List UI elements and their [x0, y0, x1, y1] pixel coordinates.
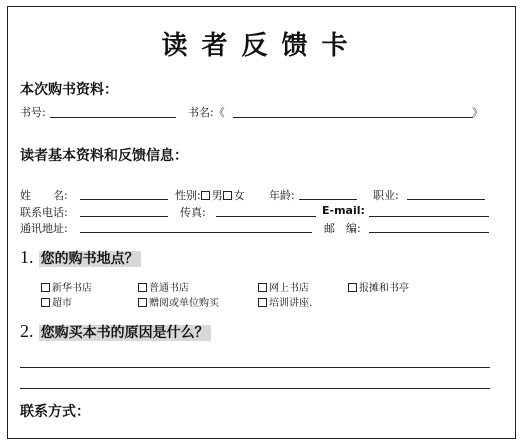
age-field[interactable]: [299, 199, 357, 200]
phone-label: 联系电话:: [20, 206, 68, 219]
option-ordinary-bookstore[interactable]: [138, 279, 189, 294]
question-1-text: 您的购书地点？: [40, 251, 139, 267]
question-1-number: 1.: [20, 247, 34, 267]
male-label: 男: [211, 189, 223, 202]
question-2-text: 您购买本书的原因是什么？: [40, 325, 209, 341]
option-checkbox[interactable]: [138, 283, 147, 292]
option-label: 报摊和书亭: [359, 283, 409, 294]
question-1: [20, 247, 141, 268]
option-label: 赠阅或单位购买: [149, 298, 219, 309]
name-field[interactable]: [80, 199, 168, 200]
option-training-lecture[interactable]: [258, 294, 312, 309]
contact-heading: 联系方式：: [20, 404, 90, 420]
option-checkbox[interactable]: [258, 283, 267, 292]
option-checkbox[interactable]: [41, 298, 50, 307]
phone-field[interactable]: [80, 216, 168, 217]
address-label: 通讯地址:: [20, 222, 68, 235]
option-checkbox[interactable]: [258, 298, 267, 307]
option-checkbox[interactable]: [348, 283, 357, 292]
male-checkbox[interactable]: [201, 191, 210, 200]
fax-label: 传真:: [180, 206, 206, 219]
gender-label: [175, 187, 245, 203]
option-label: 网上书店: [269, 283, 309, 294]
option-gift-or-unit-purchase[interactable]: [138, 294, 219, 309]
postcode-label: 邮 编:: [324, 222, 361, 235]
email-field[interactable]: [369, 216, 489, 217]
name-label: 姓 名:: [20, 189, 68, 202]
age-label: 年龄:: [269, 189, 295, 202]
question-2-number: 2.: [20, 321, 34, 341]
book-number-field[interactable]: [50, 117, 176, 118]
fax-field[interactable]: [216, 216, 316, 217]
job-label: 职业:: [373, 189, 399, 202]
female-checkbox[interactable]: [223, 191, 232, 200]
option-label: 新华书店: [52, 283, 92, 294]
option-xinhua[interactable]: [41, 279, 92, 294]
option-supermarket[interactable]: [41, 294, 72, 309]
book-number-label: 书号:: [20, 106, 46, 119]
option-label: 培训讲座.: [269, 298, 313, 309]
reader-section-heading: 读者基本资料和反馈信息：: [20, 148, 188, 164]
female-label: 女: [233, 189, 245, 202]
book-name-close: 》: [472, 106, 483, 119]
reason-answer-line-2[interactable]: [20, 388, 490, 389]
book-name-label: 书名:《: [188, 106, 225, 119]
gender-text: 性别:: [175, 189, 201, 202]
question-2: [20, 321, 211, 342]
option-label: 普通书店: [149, 283, 189, 294]
option-newsstand[interactable]: [348, 279, 409, 294]
option-checkbox[interactable]: [41, 283, 50, 292]
job-field[interactable]: [407, 199, 485, 200]
option-label: 超市: [52, 298, 72, 309]
postcode-field[interactable]: [369, 232, 489, 233]
address-field[interactable]: [80, 232, 312, 233]
reader-feedback-card: [7, 6, 516, 439]
reason-answer-line-1[interactable]: [20, 367, 490, 368]
purchase-section-heading: 本次购书资料：: [20, 82, 118, 98]
option-checkbox[interactable]: [138, 298, 147, 307]
card-title: 读者反馈卡: [161, 31, 362, 61]
option-online-bookstore[interactable]: [258, 279, 309, 294]
book-name-field[interactable]: [233, 117, 473, 118]
email-label: E-mail:: [322, 204, 365, 217]
